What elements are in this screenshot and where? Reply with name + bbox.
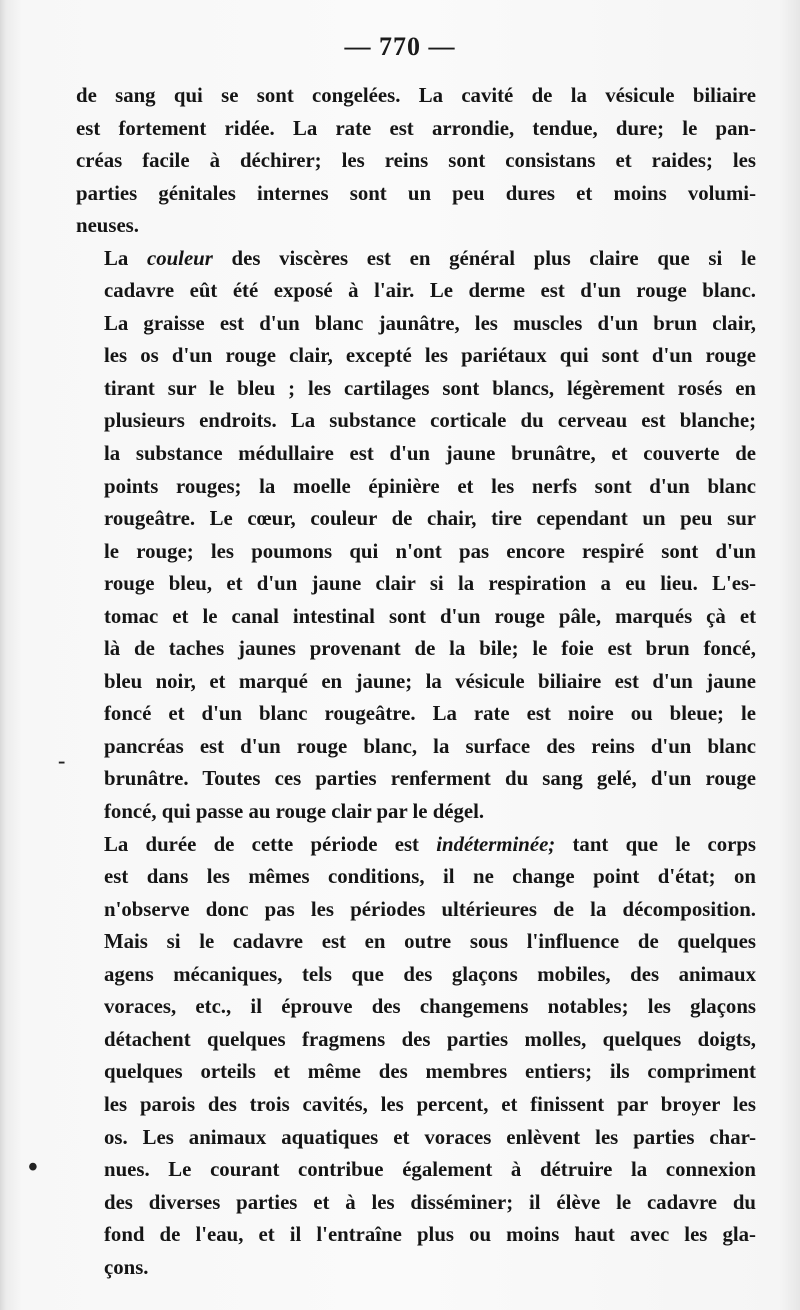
text-line: fond de l'eau, et il l'entraîne plus ou moins haut avec les gla- xyxy=(104,1223,756,1247)
text-line: quelques orteils et même des membres entiers; ils compriment xyxy=(104,1060,756,1084)
text-line: foncé, qui passe au rouge clair par le dégel. xyxy=(104,800,485,824)
margin-dot-mark: • xyxy=(28,1152,38,1183)
text-line: là de taches jaunes provenant de la bile; le foie est brun foncé, xyxy=(104,637,756,661)
text-line: détachent quelques fragmens des parties molles, quelques doigts, xyxy=(104,1027,756,1051)
text-line: les os d'un rouge clair, excepté les pariétaux qui sont d'un rouge xyxy=(104,344,756,368)
text-line: des diverses parties et à les disséminer; il élève le cadavre du xyxy=(104,1190,756,1214)
text-line: plusieurs endroits. La substance corticale du cerveau est blanche; xyxy=(104,409,756,433)
margin-dash-mark: - xyxy=(58,748,66,773)
text-line: Mais si le cadavre est en outre sous l'influence de quelques xyxy=(104,930,756,954)
text-line: tomac et le canal intestinal sont d'un rouge pâle, marqués çà et xyxy=(104,604,756,628)
paragraph xyxy=(76,80,756,243)
text-line: nues. Le courant contribue également à détruire la connexion xyxy=(104,1158,756,1182)
text-line: bleu noir, et marqué en jaune; la vésicule biliaire est d'un jaune xyxy=(104,669,756,693)
text-line: la substance médullaire est d'un jaune brunâtre, et couverte de xyxy=(104,442,756,466)
text-line: le rouge; les poumons qui n'ont pas encore respiré sont d'un xyxy=(104,539,756,563)
page-number: — 770 — xyxy=(344,32,456,61)
text-line: points rouges; la moelle épinière et les nerfs sont d'un blanc xyxy=(104,474,756,498)
text-line: voraces, etc., il éprouve des changemens notables; les glaçons xyxy=(104,995,756,1019)
text-line: La graisse est d'un blanc jaunâtre, les muscles d'un brun clair, xyxy=(104,311,756,335)
text-line: est fortement ridée. La rate est arrondie, tendue, dure; le pan- xyxy=(76,116,756,140)
text-line: est dans les mêmes conditions, il ne change point d'état; on xyxy=(104,865,756,889)
text-line: n'observe donc pas les périodes ultérieures de la décomposition. xyxy=(104,897,756,921)
text-line: les parois des trois cavités, les percent, et finissent par broyer les xyxy=(104,1092,756,1116)
text-line: foncé et d'un blanc rougeâtre. La rate est noire ou bleue; le xyxy=(104,702,756,726)
emphasis: indéterminée; xyxy=(436,832,556,856)
text-line: parties génitales internes sont un peu dures et moins volumi- xyxy=(76,181,756,205)
emphasis: couleur xyxy=(146,246,213,270)
text-line: rougeâtre. Le cœur, couleur de chair, tire cependant un peu sur xyxy=(104,507,756,531)
text-line: rouge bleu, et d'un jaune clair si la respiration a eu lieu. L'es- xyxy=(104,572,756,596)
text-line: La durée de cette période est indéterminée; tant que le corps xyxy=(104,832,756,856)
text-line: çons. xyxy=(104,1255,149,1279)
text-line: cadavre eût été exposé à l'air. Le derme est d'un rouge blanc. xyxy=(104,279,756,303)
text-line: tirant sur le bleu ; les cartilages sont blancs, légèrement rosés en xyxy=(104,376,756,400)
text-line: brunâtre. Toutes ces parties renferment du sang gelé, d'un rouge xyxy=(104,767,756,791)
text-line: os. Les animaux aquatiques et voraces enlèvent les parties char- xyxy=(104,1125,756,1149)
text-line: La couleur des viscères est en général plus claire que si le xyxy=(104,246,756,270)
paragraph xyxy=(76,243,756,829)
text-line: neuses. xyxy=(76,214,139,238)
text-line: de sang qui se sont congelées. La cavité de la vésicule biliaire xyxy=(76,84,756,107)
text-line: agens mécaniques, tels que des glaçons mobiles, des animaux xyxy=(104,962,756,986)
paragraph xyxy=(76,829,756,1285)
document-body xyxy=(76,80,756,1284)
text-line: pancréas est d'un rouge blanc, la surface des reins d'un blanc xyxy=(104,734,756,758)
text-line: créas facile à déchirer; les reins sont consistans et raides; les xyxy=(76,149,756,173)
